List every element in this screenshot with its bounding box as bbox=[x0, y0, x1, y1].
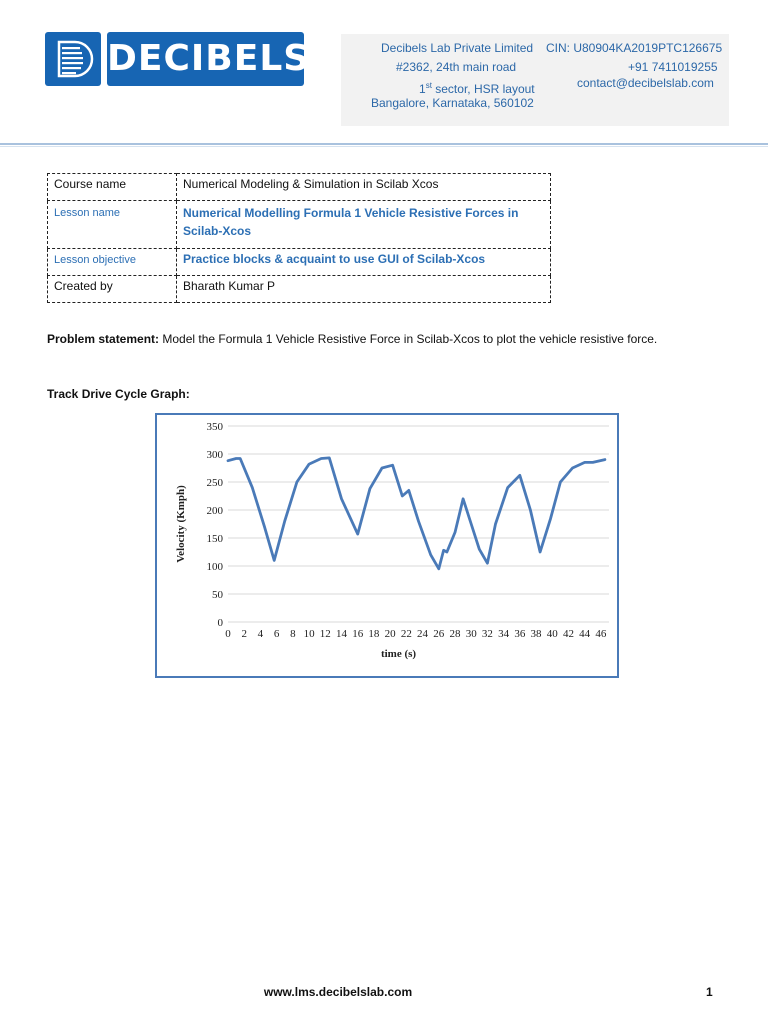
x-tick-label: 8 bbox=[290, 628, 296, 640]
x-tick-label: 18 bbox=[368, 628, 380, 640]
table-row bbox=[48, 276, 551, 303]
velocity-series-line bbox=[228, 458, 605, 569]
y-tick-label: 100 bbox=[206, 561, 223, 573]
phone-number: +91 7411019255 bbox=[628, 60, 718, 74]
footer-url: www.lms.decibelslab.com bbox=[263, 985, 413, 999]
x-tick-label: 14 bbox=[335, 628, 347, 640]
header-divider-shadow bbox=[0, 146, 768, 147]
x-axis-label: time (s) bbox=[380, 648, 417, 660]
x-tick-label: 42 bbox=[562, 628, 574, 640]
x-tick-label: 0 bbox=[225, 628, 231, 640]
logo-mark-icon bbox=[45, 32, 101, 86]
x-tick-label: 10 bbox=[303, 628, 315, 640]
x-tick-label: 28 bbox=[449, 628, 461, 640]
x-tick-label: 40 bbox=[546, 628, 558, 640]
y-axis-label: Velocity (Kmph) bbox=[175, 485, 187, 563]
table-row bbox=[48, 201, 551, 249]
track-drive-cycle-heading: Track Drive Cycle Graph: bbox=[47, 387, 190, 401]
company-logo bbox=[45, 32, 311, 86]
x-tick-label: 24 bbox=[417, 628, 429, 640]
y-tick-label: 50 bbox=[212, 589, 223, 601]
problem-statement-text: Model the Formula 1 Vehicle Resistive Force in Scilab-Xcos to plot the vehicle resistive force. bbox=[159, 332, 658, 346]
x-tick-label: 32 bbox=[481, 628, 493, 640]
contact-email: contact@decibelslab.com bbox=[577, 76, 714, 90]
x-tick-label: 22 bbox=[400, 628, 412, 640]
x-tick-label: 30 bbox=[465, 628, 477, 640]
y-tick-label: 300 bbox=[206, 449, 223, 461]
course-name-value: Numerical Modeling & Simulation in Scilab Xcos bbox=[177, 174, 551, 201]
chart-canvas bbox=[157, 415, 617, 676]
logo-wordmark: DECIBELS bbox=[107, 32, 304, 86]
lesson-objective-value: Practice blocks & acquaint to use GUI of Scilab-Xcos bbox=[177, 249, 551, 276]
table-row bbox=[48, 174, 551, 201]
lesson-name-value: Numerical Modelling Formula 1 Vehicle Resistive Forces in Scilab-Xcos bbox=[177, 201, 551, 249]
table-row bbox=[48, 249, 551, 276]
x-tick-label: 16 bbox=[352, 628, 364, 640]
y-tick-label: 350 bbox=[206, 421, 223, 433]
y-tick-label: 0 bbox=[217, 617, 223, 629]
created-by-value: Bharath Kumar P bbox=[177, 276, 551, 303]
address-line-2-superscript: st bbox=[425, 81, 432, 90]
course-info-table bbox=[47, 173, 551, 303]
problem-statement-label: Problem statement: bbox=[47, 332, 160, 346]
drive-cycle-chart bbox=[155, 413, 619, 678]
x-tick-label: 26 bbox=[433, 628, 445, 640]
address-line-3: Bangalore, Karnataka, 560102 bbox=[371, 96, 534, 110]
x-tick-label: 36 bbox=[514, 628, 526, 640]
problem-statement bbox=[47, 332, 657, 346]
y-tick-label: 200 bbox=[206, 505, 223, 517]
course-name-label: Course name bbox=[48, 174, 177, 201]
cin-number: CIN: U80904KA2019PTC126675 bbox=[546, 41, 723, 55]
address-line-2 bbox=[419, 78, 535, 97]
x-tick-label: 34 bbox=[498, 628, 510, 640]
x-tick-label: 46 bbox=[595, 628, 607, 640]
x-tick-label: 38 bbox=[530, 628, 542, 640]
lesson-name-label: Lesson name bbox=[48, 201, 177, 249]
x-tick-label: 12 bbox=[319, 628, 331, 640]
x-tick-label: 2 bbox=[241, 628, 247, 640]
y-tick-label: 250 bbox=[206, 477, 223, 489]
address-line-1: #2362, 24th main road bbox=[396, 60, 517, 74]
page-number: 1 bbox=[706, 985, 713, 999]
x-tick-label: 4 bbox=[257, 628, 264, 640]
y-tick-label: 150 bbox=[206, 533, 223, 545]
lesson-objective-label: Lesson objective bbox=[48, 249, 177, 276]
x-tick-label: 20 bbox=[384, 628, 396, 640]
address-line-2-number: 1 bbox=[419, 82, 426, 96]
address-line-2-text: sector, HSR layout bbox=[431, 82, 535, 96]
company-name: Decibels Lab Private Limited bbox=[381, 41, 534, 55]
x-tick-label: 6 bbox=[273, 628, 280, 640]
x-tick-label: 44 bbox=[579, 628, 591, 640]
header-divider bbox=[0, 143, 768, 145]
created-by-label: Created by bbox=[48, 276, 177, 303]
